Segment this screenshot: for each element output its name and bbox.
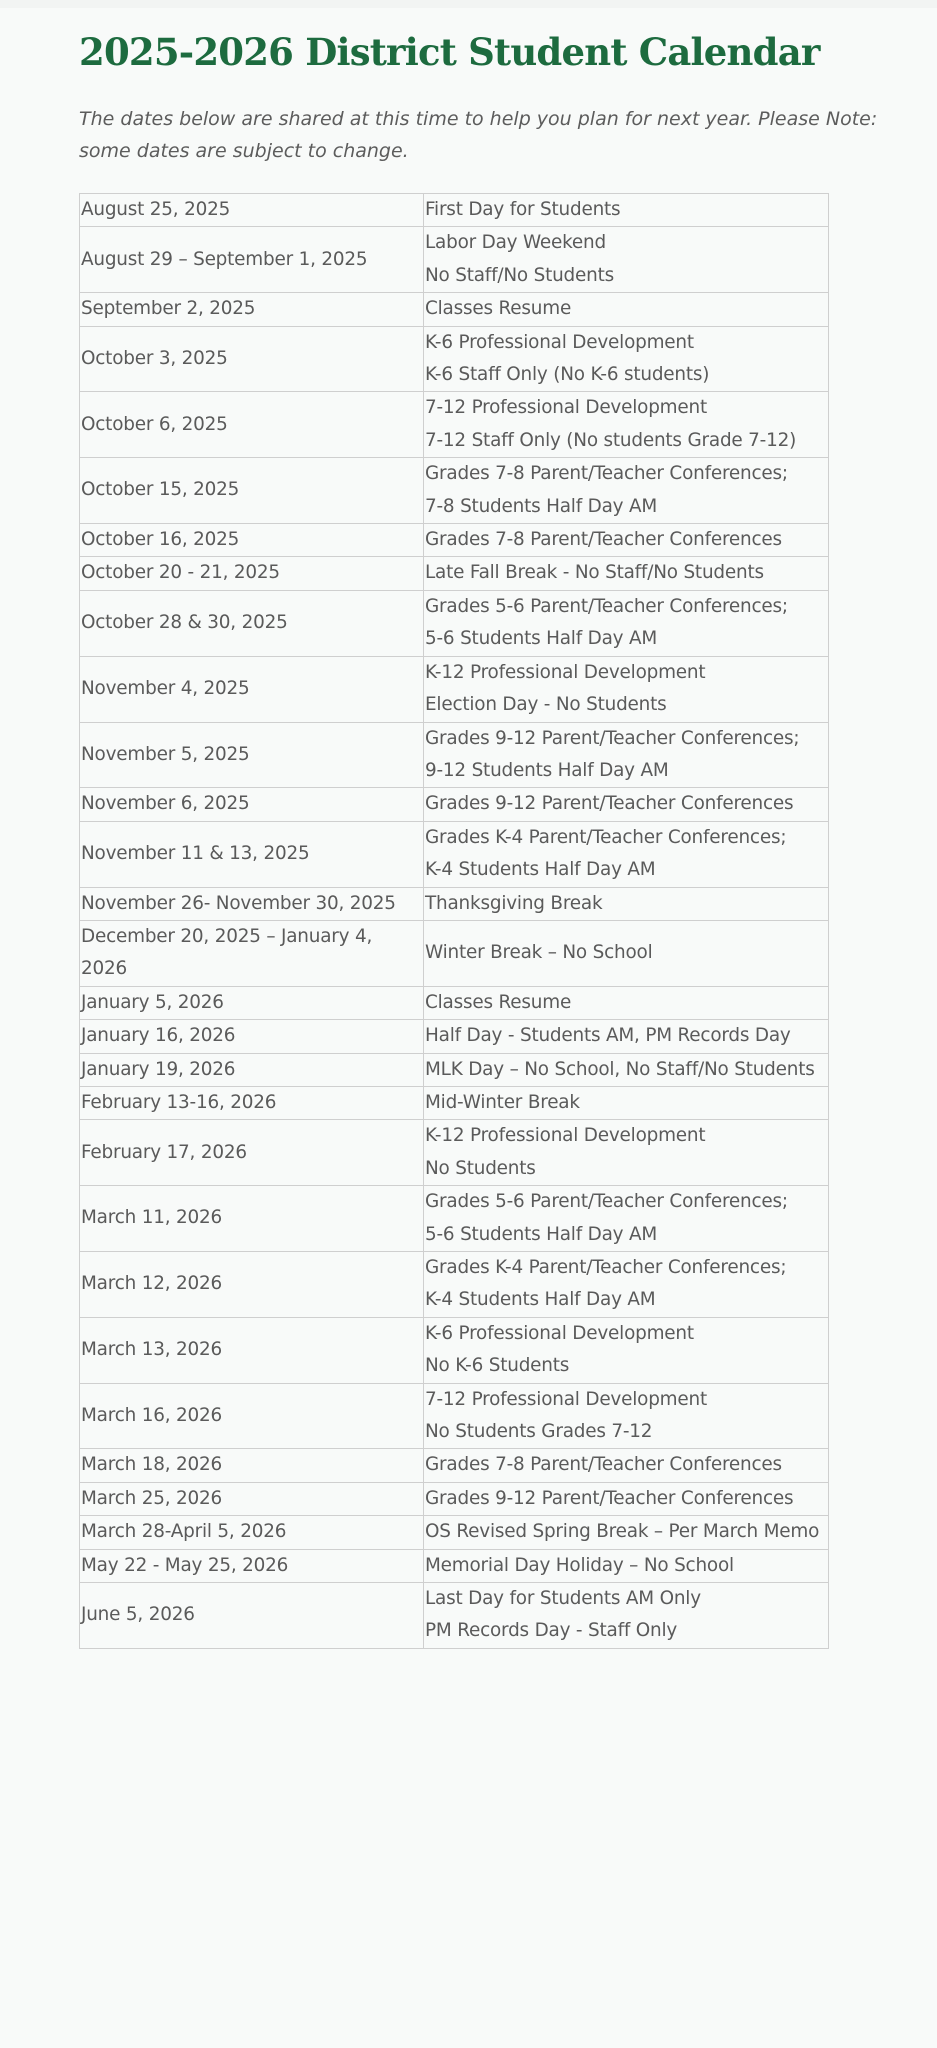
date-cell: August 29 – September 1, 2025 [80, 227, 424, 293]
table-row [80, 1383, 829, 1449]
table-row [80, 392, 829, 458]
table-row [80, 590, 829, 656]
event-cell: Grades 9-12 Parent/Teacher Conferences [424, 788, 829, 821]
date-cell: January 16, 2026 [80, 1020, 424, 1053]
table-row [80, 788, 829, 821]
date-cell: October 28 & 30, 2025 [80, 590, 424, 656]
table-row [80, 524, 829, 557]
event-cell: Winter Break – No School [424, 920, 829, 986]
event-cell: MLK Day – No School, No Staff/No Students [424, 1053, 829, 1086]
event-cell: K-6 Professional Development No K-6 Students [424, 1317, 829, 1383]
event-cell: First Day for Students [424, 194, 829, 227]
event-cell: Grades K-4 Parent/Teacher Conferences; K-4 Students Half Day AM [424, 1252, 829, 1318]
event-cell: Thanksgiving Break [424, 887, 829, 920]
page-title: 2025-2026 District Student Calendar [79, 30, 820, 74]
table-row [80, 722, 829, 788]
date-cell: October 16, 2025 [80, 524, 424, 557]
table-row [80, 1120, 829, 1186]
date-cell: March 13, 2026 [80, 1317, 424, 1383]
top-strip [0, 0, 937, 8]
event-cell: Last Day for Students AM Only PM Records Day - Staff Only [424, 1583, 829, 1649]
date-cell: November 5, 2025 [80, 722, 424, 788]
table-row [80, 194, 829, 227]
date-cell: March 16, 2026 [80, 1383, 424, 1449]
table-row [80, 557, 829, 590]
date-cell: February 17, 2026 [80, 1120, 424, 1186]
date-cell: August 25, 2025 [80, 194, 424, 227]
table-row [80, 1482, 829, 1515]
event-cell: Grades 9-12 Parent/Teacher Conferences [424, 1482, 829, 1515]
event-cell: Grades 7-8 Parent/Teacher Conferences; 7-8 Students Half Day AM [424, 458, 829, 524]
event-cell: Half Day - Students AM, PM Records Day [424, 1020, 829, 1053]
date-cell: January 5, 2026 [80, 986, 424, 1019]
date-cell: October 20 - 21, 2025 [80, 557, 424, 590]
event-cell: 7-12 Professional Development No Students Grades 7-12 [424, 1383, 829, 1449]
event-cell: Grades 7-8 Parent/Teacher Conferences [424, 1449, 829, 1482]
table-row [80, 1583, 829, 1649]
date-cell: September 2, 2025 [80, 293, 424, 326]
table-row [80, 986, 829, 1019]
intro-note: The dates below are shared at this time to help you plan for next year. Please Note: some dates are subject to change. [79, 108, 878, 162]
table-row [80, 1053, 829, 1086]
event-cell: Memorial Day Holiday – No School [424, 1549, 829, 1582]
date-cell: October 3, 2025 [80, 326, 424, 392]
event-cell: K-12 Professional Development Election Day - No Students [424, 656, 829, 722]
calendar-table [79, 193, 829, 1649]
table-row [80, 1317, 829, 1383]
date-cell: December 20, 2025 – January 4, 2026 [80, 920, 424, 986]
table-row [80, 293, 829, 326]
date-cell: January 19, 2026 [80, 1053, 424, 1086]
calendar-table-body [80, 194, 829, 1649]
table-row [80, 1516, 829, 1549]
event-cell: Grades 9-12 Parent/Teacher Conferences; 9-12 Students Half Day AM [424, 722, 829, 788]
table-row [80, 656, 829, 722]
event-cell: Grades 5-6 Parent/Teacher Conferences; 5-6 Students Half Day AM [424, 1186, 829, 1252]
date-cell: November 11 & 13, 2025 [80, 821, 424, 887]
event-cell: K-6 Professional Development K-6 Staff Only (No K-6 students) [424, 326, 829, 392]
event-cell: Mid-Winter Break [424, 1086, 829, 1119]
event-cell: Classes Resume [424, 293, 829, 326]
event-cell: Late Fall Break - No Staff/No Students [424, 557, 829, 590]
event-cell: Grades 5-6 Parent/Teacher Conferences; 5-6 Students Half Day AM [424, 590, 829, 656]
table-row [80, 1549, 829, 1582]
table-row [80, 821, 829, 887]
table-row [80, 1020, 829, 1053]
event-cell: Grades 7-8 Parent/Teacher Conferences [424, 524, 829, 557]
table-row [80, 1086, 829, 1119]
date-cell: March 12, 2026 [80, 1252, 424, 1318]
date-cell: November 26- November 30, 2025 [80, 887, 424, 920]
date-cell: October 15, 2025 [80, 458, 424, 524]
table-row [80, 1186, 829, 1252]
date-cell: March 18, 2026 [80, 1449, 424, 1482]
date-cell: November 4, 2025 [80, 656, 424, 722]
date-cell: March 28-April 5, 2026 [80, 1516, 424, 1549]
date-cell: May 22 - May 25, 2026 [80, 1549, 424, 1582]
event-cell: Classes Resume [424, 986, 829, 1019]
date-cell: October 6, 2025 [80, 392, 424, 458]
table-row [80, 920, 829, 986]
table-row [80, 458, 829, 524]
table-row [80, 326, 829, 392]
event-cell: OS Revised Spring Break – Per March Memo [424, 1516, 829, 1549]
table-row [80, 887, 829, 920]
table-row [80, 227, 829, 293]
event-cell: 7-12 Professional Development 7-12 Staff Only (No students Grade 7-12) [424, 392, 829, 458]
date-cell: February 13-16, 2026 [80, 1086, 424, 1119]
table-row [80, 1449, 829, 1482]
date-cell: November 6, 2025 [80, 788, 424, 821]
event-cell: Grades K-4 Parent/Teacher Conferences; K-4 Students Half Day AM [424, 821, 829, 887]
date-cell: June 5, 2026 [80, 1583, 424, 1649]
event-cell: Labor Day Weekend No Staff/No Students [424, 227, 829, 293]
event-cell: K-12 Professional Development No Students [424, 1120, 829, 1186]
date-cell: March 11, 2026 [80, 1186, 424, 1252]
date-cell: March 25, 2026 [80, 1482, 424, 1515]
table-row [80, 1252, 829, 1318]
